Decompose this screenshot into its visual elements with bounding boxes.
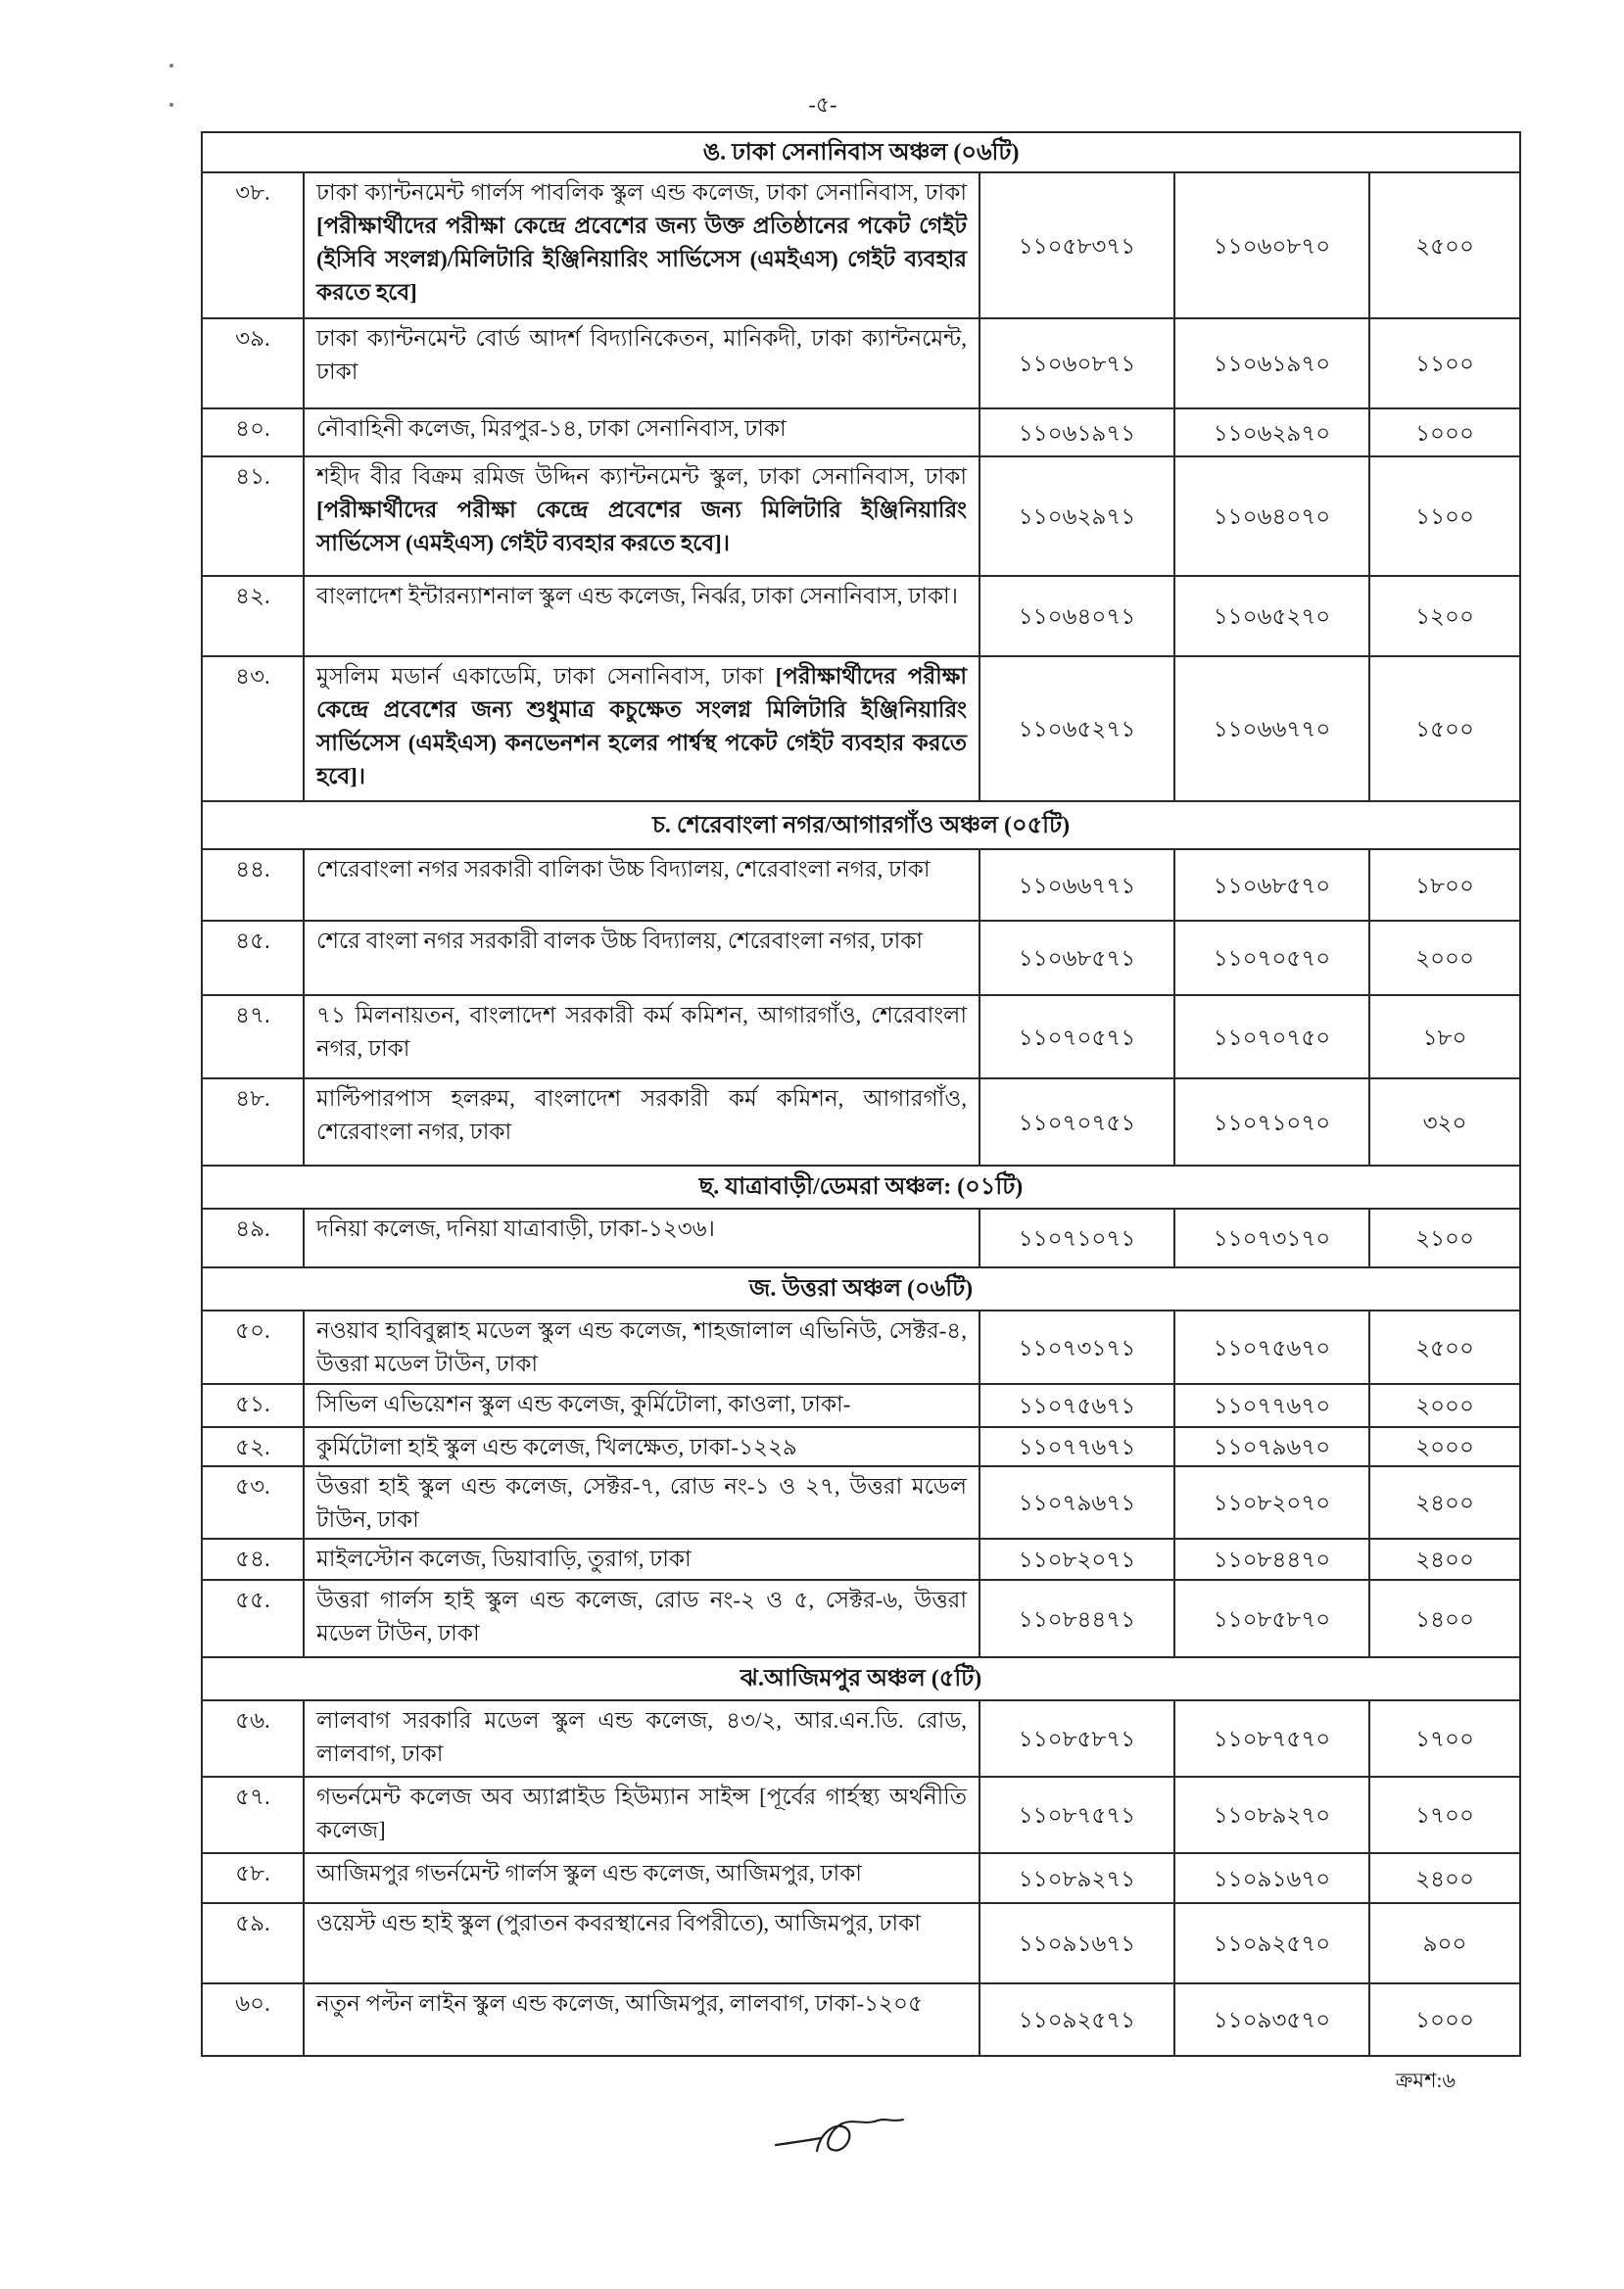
institution-cell	[304, 1700, 979, 1777]
serial-cell: ৬০.	[202, 1983, 304, 2056]
institution-cell	[304, 921, 979, 995]
serial-cell: ৩৯.	[202, 318, 304, 408]
table-row	[202, 318, 1520, 408]
scan-mark	[169, 103, 173, 107]
candidate-count-cell: ১৮০	[1369, 995, 1520, 1078]
institution-cell	[304, 1384, 979, 1427]
institution-cell	[304, 995, 979, 1078]
candidate-count-cell: ২৪০০	[1369, 1853, 1520, 1903]
scan-mark	[169, 64, 173, 68]
institution-cell	[304, 656, 979, 801]
candidate-count-cell: ১১০০	[1369, 318, 1520, 408]
section-title: ছ. যাত্রাবাড়ী/ডেমরা অঞ্চল: (০১টি)	[202, 1166, 1520, 1209]
candidate-count-cell: ২৪০০	[1369, 1466, 1520, 1539]
section-header-row	[202, 1657, 1520, 1700]
institution-cell	[304, 1853, 979, 1903]
roll-start-cell: ১১০৮৭৫৭১	[979, 1777, 1174, 1853]
serial-cell: ৫৭.	[202, 1777, 304, 1853]
roll-end-cell: ১১০৬০৮৭০	[1174, 172, 1369, 318]
continued-label: ক্রমশ:৬	[1395, 2069, 1456, 2092]
serial-cell: ৫১.	[202, 1384, 304, 1427]
roll-start-cell: ১১০৬২৯৭১	[979, 456, 1174, 576]
roll-end-cell: ১১০৯১৬৭০	[1174, 1853, 1369, 1903]
roll-end-cell: ১১০৮৭৫৭০	[1174, 1700, 1369, 1777]
institution-name: শহীদ বীর বিক্রম রমিজ উদ্দিন ক্যান্টনমেন্ট স্কুল, ঢাকা সেনানিবাস, ঢাকা	[316, 464, 967, 489]
section-header-row	[202, 801, 1520, 849]
candidate-count-cell: ১৫০০	[1369, 656, 1520, 801]
roll-start-cell: ১১০৬৫২৭১	[979, 656, 1174, 801]
candidate-count-cell: ১১০০	[1369, 456, 1520, 576]
institution-name: সিভিল এভিয়েশন স্কুল এন্ড কলেজ, কুর্মিটোলা, কাওলা, ঢাকা-	[316, 1392, 851, 1416]
institution-cell	[304, 1078, 979, 1166]
roll-end-cell: ১১০৬৬৭৭০	[1174, 656, 1369, 801]
table-row	[202, 1983, 1520, 2056]
institution-name: মুসলিম মডার্ন একাডেমি, ঢাকা সেনানিবাস, ঢাকা	[316, 664, 764, 689]
serial-cell: ৪৯.	[202, 1209, 304, 1267]
serial-cell: ৩৮.	[202, 172, 304, 318]
table-row	[202, 849, 1520, 921]
institution-name: উত্তরা হাই স্কুল এন্ড কলেজ, সেক্টর-৭, রোড নং-১ ও ২৭, উত্তরা মডেল টাউন, ঢাকা	[316, 1474, 967, 1532]
roll-start-cell: ১১০৭৫৬৭১	[979, 1384, 1174, 1427]
roll-start-cell: ১১০৭৯৬৭১	[979, 1466, 1174, 1539]
table-row	[202, 172, 1520, 318]
roll-end-cell: ১১০৬৫২৭০	[1174, 576, 1369, 656]
roll-end-cell: ১১০৭৭৬৭০	[1174, 1384, 1369, 1427]
roll-start-cell: ১১০৮৪৪৭১	[979, 1580, 1174, 1657]
institution-name: ঢাকা ক্যান্টনমেন্ট গার্লস পাবলিক স্কুল এন্ড কলেজ, ঢাকা সেনানিবাস, ঢাকা	[316, 180, 967, 205]
candidate-count-cell: ২০০০	[1369, 921, 1520, 995]
table-row	[202, 408, 1520, 456]
roll-end-cell: ১১০৮৯২৭০	[1174, 1777, 1369, 1853]
table-row	[202, 1427, 1520, 1466]
institution-name: শেরেবাংলা নগর সরকারী বালিকা উচ্চ বিদ্যালয়, শেরেবাংলা নগর, ঢাকা	[316, 857, 931, 882]
institution-name: কুর্মিটোলা হাই স্কুল এন্ড কলেজ, খিলক্ষেত, ঢাকা-১২২৯	[316, 1435, 797, 1459]
table-row	[202, 656, 1520, 801]
candidate-count-cell: ২০০০	[1369, 1427, 1520, 1466]
institution-cell	[304, 1580, 979, 1657]
serial-cell: ৪২.	[202, 576, 304, 656]
institution-name: উত্তরা গার্লস হাই স্কুল এন্ড কলেজ, রোড নং-২ ও ৫, সেক্টর-৬, উত্তরা মডেল টাউন, ঢাকা	[316, 1588, 967, 1645]
institution-name: নওয়াব হাবিবুল্লাহ মডেল স্কুল এন্ড কলেজ, শাহজালাল এভিনিউ, সেক্টর-৪, উত্তরা মডেল টাউন, ঢাকা	[316, 1318, 967, 1376]
candidate-count-cell: ১০০০	[1369, 1983, 1520, 2056]
institution-name: গভর্নমেন্ট কলেজ অব অ্যাপ্লাইড হিউম্যান সাইন্স [পূর্বের গার্হস্থ্য অর্থনীতি কলেজ]	[316, 1785, 967, 1842]
institution-cell	[304, 1427, 979, 1466]
roll-end-cell: ১১০৬২৯৭০	[1174, 408, 1369, 456]
serial-cell: ৫৪.	[202, 1539, 304, 1580]
candidate-count-cell: ১২০০	[1369, 576, 1520, 656]
roll-end-cell: ১১০৮২০৭০	[1174, 1466, 1369, 1539]
roll-start-cell: ১১০৬১৯৭১	[979, 408, 1174, 456]
candidate-count-cell: ১৭০০	[1369, 1777, 1520, 1853]
candidate-count-cell: ১৭০০	[1369, 1700, 1520, 1777]
table-row	[202, 1903, 1520, 1983]
roll-start-cell: ১১০৭০৭৫১	[979, 1078, 1174, 1166]
section-header-row	[202, 1267, 1520, 1311]
roll-end-cell: ১১০৭০৭৫০	[1174, 995, 1369, 1078]
candidate-count-cell: ২৫০০	[1369, 1311, 1520, 1384]
institution-name: ঢাকা ক্যান্টনমেন্ট বোর্ড আদর্শ বিদ্যানিকেতন, মানিকদী, ঢাকা ক্যান্টনমেন্ট, ঢাকা	[316, 326, 967, 384]
roll-start-cell: ১১০৮২০৭১	[979, 1539, 1174, 1580]
exam-centre-table	[201, 131, 1521, 2057]
serial-cell: ৪৭.	[202, 995, 304, 1078]
section-header-row	[202, 1166, 1520, 1209]
table-row	[202, 1209, 1520, 1267]
candidate-count-cell: ২৫০০	[1369, 172, 1520, 318]
institution-cell	[304, 1466, 979, 1539]
roll-start-cell: ১১০৭১০৭১	[979, 1209, 1174, 1267]
page-number: -৫-	[808, 92, 837, 117]
serial-cell: ৫৮.	[202, 1853, 304, 1903]
candidate-count-cell: ৯০০	[1369, 1903, 1520, 1983]
institution-name: আজিমপুর গভর্নমেন্ট গার্লস স্কুল এন্ড কলেজ, আজিমপুর, ঢাকা	[316, 1861, 862, 1885]
candidate-count-cell: ১০০০	[1369, 408, 1520, 456]
table-row	[202, 1384, 1520, 1427]
serial-cell: ৫২.	[202, 1427, 304, 1466]
institution-cell	[304, 1903, 979, 1983]
institution-name: দনিয়া কলেজ, দনিয়া যাত্রাবাড়ী, ঢাকা-১২৩৬।	[316, 1216, 715, 1241]
roll-end-cell: ১১০৬১৯৭০	[1174, 318, 1369, 408]
roll-start-cell: ১১০৬৮৫৭১	[979, 921, 1174, 995]
institution-cell	[304, 1209, 979, 1267]
serial-cell: ৫৫.	[202, 1580, 304, 1657]
roll-start-cell: ১১০৭০৫৭১	[979, 995, 1174, 1078]
candidate-count-cell: ২১০০	[1369, 1209, 1520, 1267]
roll-start-cell: ১১০৭৭৬৭১	[979, 1427, 1174, 1466]
roll-end-cell: ১১০৮৪৪৭০	[1174, 1539, 1369, 1580]
institution-name: নতুন পল্টন লাইন স্কুল এন্ড কলেজ, আজিমপুর, লালবাগ, ঢাকা-১২০৫	[316, 1991, 923, 2016]
institution-cell	[304, 576, 979, 656]
roll-start-cell: ১১০৫৮৩৭১	[979, 172, 1174, 318]
section-title: চ. শেরেবাংলা নগর/আগারগাঁও অঞ্চল (০৫টি)	[202, 801, 1520, 849]
institution-cell	[304, 408, 979, 456]
candidate-count-cell: ১৪০০	[1369, 1580, 1520, 1657]
institution-name: বাংলাদেশ ইন্টারন্যাশনাল স্কুল এন্ড কলেজ, নির্ঝর, ঢাকা সেনানিবাস, ঢাকা।	[316, 584, 958, 608]
entry-instruction: [পরীক্ষার্থীদের পরীক্ষা কেন্দ্রে প্রবেশের জন্য শুধুমাত্র কচুক্ষেত সংলগ্ন মিলিটারি ইঞ্জিনিয়ারিং সার্ভিসেস (এমইএস) কনভেনশন হলের পার্শ্বস্থ পকেট গেইট ব্যবহার করতে হবে]।	[316, 664, 968, 788]
institution-name: শেরে বাংলা নগর সরকারী বালক উচ্চ বিদ্যালয়, শেরেবাংলা নগর, ঢাকা	[316, 929, 924, 953]
institution-cell	[304, 456, 979, 576]
serial-cell: ৫৬.	[202, 1700, 304, 1777]
table-row	[202, 576, 1520, 656]
roll-end-cell: ১১০৭০৫৭০	[1174, 921, 1369, 995]
section-header-row	[202, 132, 1520, 172]
serial-cell: ৪৮.	[202, 1078, 304, 1166]
table-row	[202, 995, 1520, 1078]
table-row	[202, 1777, 1520, 1853]
institution-cell	[304, 1539, 979, 1580]
roll-end-cell: ১১০৬৪০৭০	[1174, 456, 1369, 576]
serial-cell: ৫৯.	[202, 1903, 304, 1983]
roll-start-cell: ১১০৬০৮৭১	[979, 318, 1174, 408]
candidate-count-cell: ৩২০	[1369, 1078, 1520, 1166]
serial-cell: ৪৪.	[202, 849, 304, 921]
section-title: জ. উত্তরা অঞ্চল (০৬টি)	[202, 1267, 1520, 1311]
roll-start-cell: ১১০৮৯২৭১	[979, 1853, 1174, 1903]
institution-name: মাল্টিপারপাস হলরুম, বাংলাদেশ সরকারী কর্ম কমিশন, আগারগাঁও, শেরেবাংলা নগর, ঢাকা	[316, 1086, 967, 1144]
section-title: ঝ.আজিমপুর অঞ্চল (৫টি)	[202, 1657, 1520, 1700]
candidate-count-cell: ২৪০০	[1369, 1539, 1520, 1580]
serial-cell: ৪৩.	[202, 656, 304, 801]
roll-end-cell: ১১০৭৫৬৭০	[1174, 1311, 1369, 1384]
institution-cell	[304, 1311, 979, 1384]
institution-name: লালবাগ সরকারি মডেল স্কুল এন্ড কলেজ, ৪৩/২, আর.এন.ডি. রোড, লালবাগ, ঢাকা	[316, 1708, 967, 1766]
roll-end-cell: ১১০৭৩১৭০	[1174, 1209, 1369, 1267]
roll-start-cell: ১১০৯১৬৭১	[979, 1903, 1174, 1983]
signature	[772, 2102, 909, 2165]
table-row	[202, 1311, 1520, 1384]
serial-cell: ৪১.	[202, 456, 304, 576]
roll-end-cell: ১১০৯৩৫৭০	[1174, 1983, 1369, 2056]
table-row	[202, 1853, 1520, 1903]
serial-cell: ৪০.	[202, 408, 304, 456]
institution-cell	[304, 1983, 979, 2056]
entry-instruction: [পরীক্ষার্থীদের পরীক্ষা কেন্দ্রে প্রবেশের জন্য উক্ত প্রতিষ্ঠানের পকেট গেইট (ইসিবি সংলগ্ন)/মিলিটারি ইঞ্জিনিয়ারিং সার্ভিসেস (এমইএস) গেইট ব্যবহার করতে হবে]	[316, 214, 967, 305]
roll-end-cell: ১১০৯২৫৭০	[1174, 1903, 1369, 1983]
institution-cell	[304, 318, 979, 408]
institution-name: ওয়েস্ট এন্ড হাই স্কুল (পুরাতন কবরস্থানের বিপরীতে), আজিমপুর, ঢাকা	[316, 1911, 921, 1935]
roll-start-cell: ১১০৬৬৭৭১	[979, 849, 1174, 921]
entry-instruction: [পরীক্ষার্থীদের পরীক্ষা কেন্দ্রে প্রবেশের জন্য মিলিটারি ইঞ্জিনিয়ারিং সার্ভিসেস (এমইএস) গেইট ব্যবহার করতে হবে]।	[316, 498, 967, 555]
table-row	[202, 1580, 1520, 1657]
serial-cell: ৪৫.	[202, 921, 304, 995]
roll-end-cell: ১১০৮৫৮৭০	[1174, 1580, 1369, 1657]
table-row	[202, 456, 1520, 576]
roll-start-cell: ১১০৮৫৮৭১	[979, 1700, 1174, 1777]
roll-end-cell: ১১০৭৯৬৭০	[1174, 1427, 1369, 1466]
roll-start-cell: ১১০৯২৫৭১	[979, 1983, 1174, 2056]
table-row	[202, 1539, 1520, 1580]
candidate-count-cell: ২০০০	[1369, 1384, 1520, 1427]
document-body	[201, 131, 1519, 2165]
section-title: ঙ. ঢাকা সেনানিবাস অঞ্চল (০৬টি)	[202, 132, 1520, 172]
institution-name: মাইলস্টোন কলেজ, ডিয়াবাড়ি, তুরাগ, ঢাকা	[316, 1547, 692, 1571]
table-row	[202, 1466, 1520, 1539]
institution-cell	[304, 849, 979, 921]
roll-start-cell: ১১০৬৪০৭১	[979, 576, 1174, 656]
roll-end-cell: ১১০৭১০৭০	[1174, 1078, 1369, 1166]
institution-cell	[304, 172, 979, 318]
table-row	[202, 921, 1520, 995]
table-row	[202, 1700, 1520, 1777]
candidate-count-cell: ১৮০০	[1369, 849, 1520, 921]
roll-end-cell: ১১০৬৮৫৭০	[1174, 849, 1369, 921]
roll-start-cell: ১১০৭৩১৭১	[979, 1311, 1174, 1384]
institution-name: নৌবাহিনী কলেজ, মিরপুর-১৪, ঢাকা সেনানিবাস, ঢাকা	[316, 416, 787, 441]
serial-cell: ৫৩.	[202, 1466, 304, 1539]
serial-cell: ৫০.	[202, 1311, 304, 1384]
table-row	[202, 1078, 1520, 1166]
institution-cell	[304, 1777, 979, 1853]
institution-name: ৭১ মিলনায়তন, বাংলাদেশ সরকারী কর্ম কমিশন, আগারগাঁও, শেরেবাংলা নগর, ঢাকা	[316, 1003, 967, 1061]
